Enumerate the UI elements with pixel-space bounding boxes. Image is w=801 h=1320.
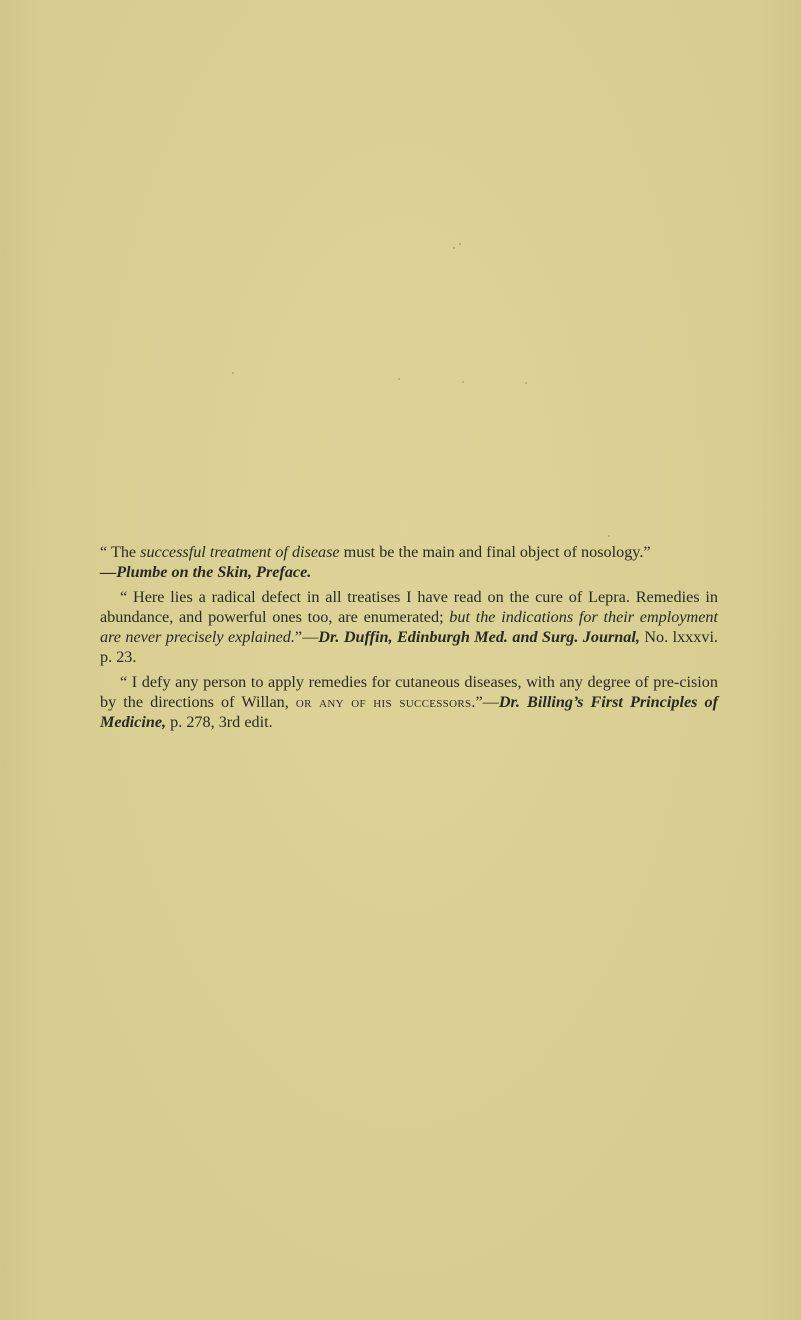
epigraph-plumbe-open: “ The <box>100 543 141 561</box>
epigraph-plumbe-emphasis: successful treatment of disease <box>140 543 340 561</box>
epigraph-plumbe-rest: must be the main and final object of nosology.” <box>339 543 651 561</box>
paper-speck <box>459 243 461 245</box>
paper-speck <box>453 247 455 249</box>
paper-speck <box>398 378 400 380</box>
epigraph-plumbe <box>100 542 718 583</box>
epigraphs-block <box>100 542 718 737</box>
epigraph-duffin-text: “ Here lies a radical defect in all treatises I have read on the cure of Lepra. Remedies in abundance, and powerful ones too, are enumerated; <box>100 587 718 626</box>
epigraph-duffin-attribution: Dr. Duffin, Edinburgh Med. and Surg. Journal, <box>318 628 640 647</box>
epigraph-billing-reference: p. 278, 3rd edit. <box>166 713 273 732</box>
epigraph-duffin <box>100 587 718 668</box>
epigraph-plumbe-attribution: —Plumbe on the Skin, Preface. <box>100 563 312 582</box>
epigraph-billing-text: “ I defy any person to apply remedies for cutaneous diseases, with any degree of pre-cision by the directions of Willan, <box>100 672 718 712</box>
epigraph-billing-small-caps: or any of his successors <box>295 693 472 712</box>
epigraph-duffin-emphasis: but the indications for their employment are never precisely explained. <box>100 607 718 647</box>
epigraph-duffin-close: ”— <box>294 628 319 647</box>
epigraph-billing-attribution: Dr. Billing’s First Principles of Medicine, <box>100 693 719 732</box>
paper-speck <box>462 381 464 383</box>
paper-speck <box>608 535 610 537</box>
epigraph-billing-close: .”— <box>471 693 499 712</box>
epigraph-duffin-reference: No. lxxxvi. p. 23. <box>100 628 718 667</box>
epigraph-billing <box>100 672 718 733</box>
paper-speck <box>232 372 234 374</box>
paper-speck <box>525 382 527 384</box>
